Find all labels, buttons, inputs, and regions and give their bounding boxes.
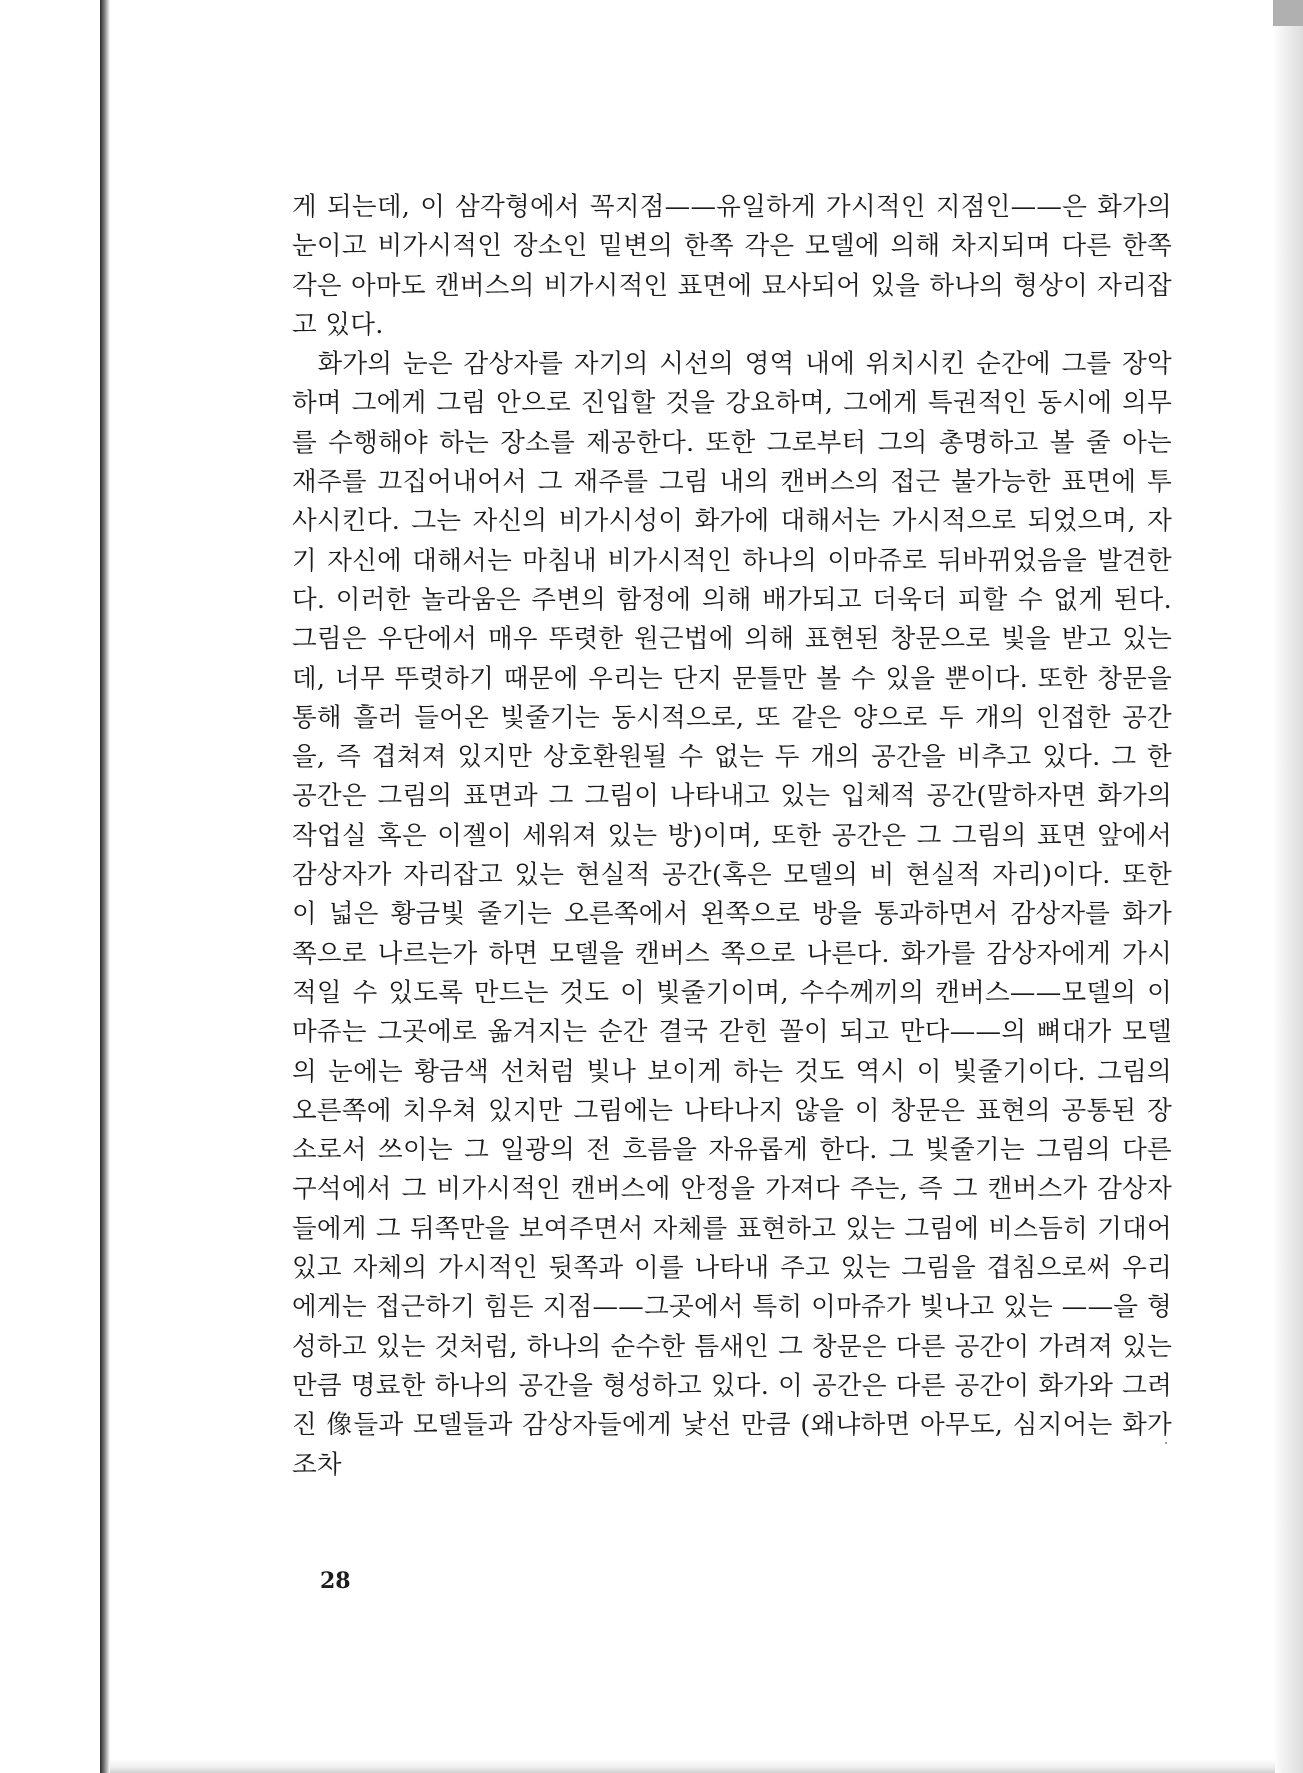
body-text bbox=[292, 188, 1172, 1485]
outer-margin bbox=[0, 0, 100, 1773]
page-number: 28 bbox=[320, 1568, 351, 1594]
scan-speck bbox=[1165, 1442, 1167, 1444]
paragraph-continuation: 게 되는데, 이 삼각형에서 꼭지점——유일하게 가시적인 지점인——은 화가의 눈이고 비가시적인 장소인 밑변의 한쪽 각은 모델에 의해 차지되며 다른 한쪽 각은 아마도 캔버스의 비가시적인 표면에 묘사되어 있을 하나의 형상이 자리잡고 있다. bbox=[292, 192, 1172, 340]
page-corner-shadow bbox=[1273, 0, 1303, 26]
paragraph-main: 화가의 눈은 감상자를 자기의 시선의 영역 내에 위치시킨 순간에 그를 장악하며 그에게 그림 안으로 진입할 것을 강요하며, 그에게 특권적인 동시에 의무를 수행해야 하는 장소를 제공한다. 또한 그로부터 그의 총명하고 볼 줄 아는 재주를 끄집어내어서 그 재주를 그림 내의 캔버스의 접근 불가능한 표면에 투사시킨다. 그는 자신의 비가시성이 화가에 대해서는 가시적으로 되었으며, 자기 자신에 대해서는 마침내 비가시적인 하나의 이마쥬로 뒤바뀌었음을 발견한다. 이러한 놀라움은 주변의 함정에 의해 배가되고 더욱더 피할 수 없게 된다. 그림은 우단에서 매우 뚜렷한 원근법에 의해 표현된 창문으로 빛을 받고 있는데, 너무 뚜렷하기 때문에 우리는 단지 문틀만 볼 수 있을 뿐이다. 또한 창문을 통해 흘러 들어온 빛줄기는 동시적으로, 또 같은 양으로 두 개의 인접한 공간을, 즉 겹쳐져 있지만 상호환원될 수 없는 두 개의 공간을 비추고 있다. 그 한 공간은 그림의 표면과 그 그림이 나타내고 있는 입체적 공간(말하자면 화가의 작업실 혹은 이젤이 세워져 있는 방)이며, 또한 공간은 그 그림의 표면 앞에서 감상자가 자리잡고 있는 현실적 공간(혹은 모델의 비 현실적 자리)이다. 또한 이 넓은 황금빛 줄기는 오른쪽에서 왼쪽으로 방을 통과하면서 감상자를 화가 쪽으로 나르는가 하면 모델을 캔버스 쪽으로 나른다. 화가를 감상자에게 가시적일 수 있도록 만드는 것도 이 빛줄기이며, 수수께끼의 캔버스——모델의 이마쥬는 그곳에로 옮겨지는 순간 결국 갇힌 꼴이 되고 만다——의 뼈대가 모델의 눈에는 황금색 선처럼 빛나 보이게 하는 것도 역시 이 빛줄기이다. 그림의 오른쪽에 치우쳐 있지만 그림에는 나타나지 않을 이 창문은 표현의 공통된 장소로서 쓰이는 그 일광의 전 흐름을 자유롭게 한다. 그 빛줄기는 그림의 다른 구석에서 그 비가시적인 캔버스에 안정을 가져다 주는, 즉 그 캔버스가 감상자들에게 그 뒤쪽만을 보여주면서 자체를 표현하고 있는 그림에 비스듬히 기대어 있고 자체의 가시적인 뒷쪽과 이를 나타내 주고 있는 그림을 겹침으로써 우리에게는 접근하기 힘든 지점——그곳에서 특히 이마쥬가 빛나고 있는 ——을 형성하고 있는 것처럼, 하나의 순수한 틈새인 그 창문은 다른 공간이 가려져 있는 만큼 명료한 하나의 공간을 형성하고 있다. 이 공간은 다른 공간이 화가와 그려진 像들과 모델들과 감상자들에게 낯선 만큼 (왜냐하면 아무도, 심지어는 화가조차 bbox=[292, 349, 1172, 1480]
page-binding-edge bbox=[100, 0, 110, 1773]
page-bottom-edge bbox=[110, 1759, 1275, 1773]
page-right-edge bbox=[1273, 0, 1303, 1773]
